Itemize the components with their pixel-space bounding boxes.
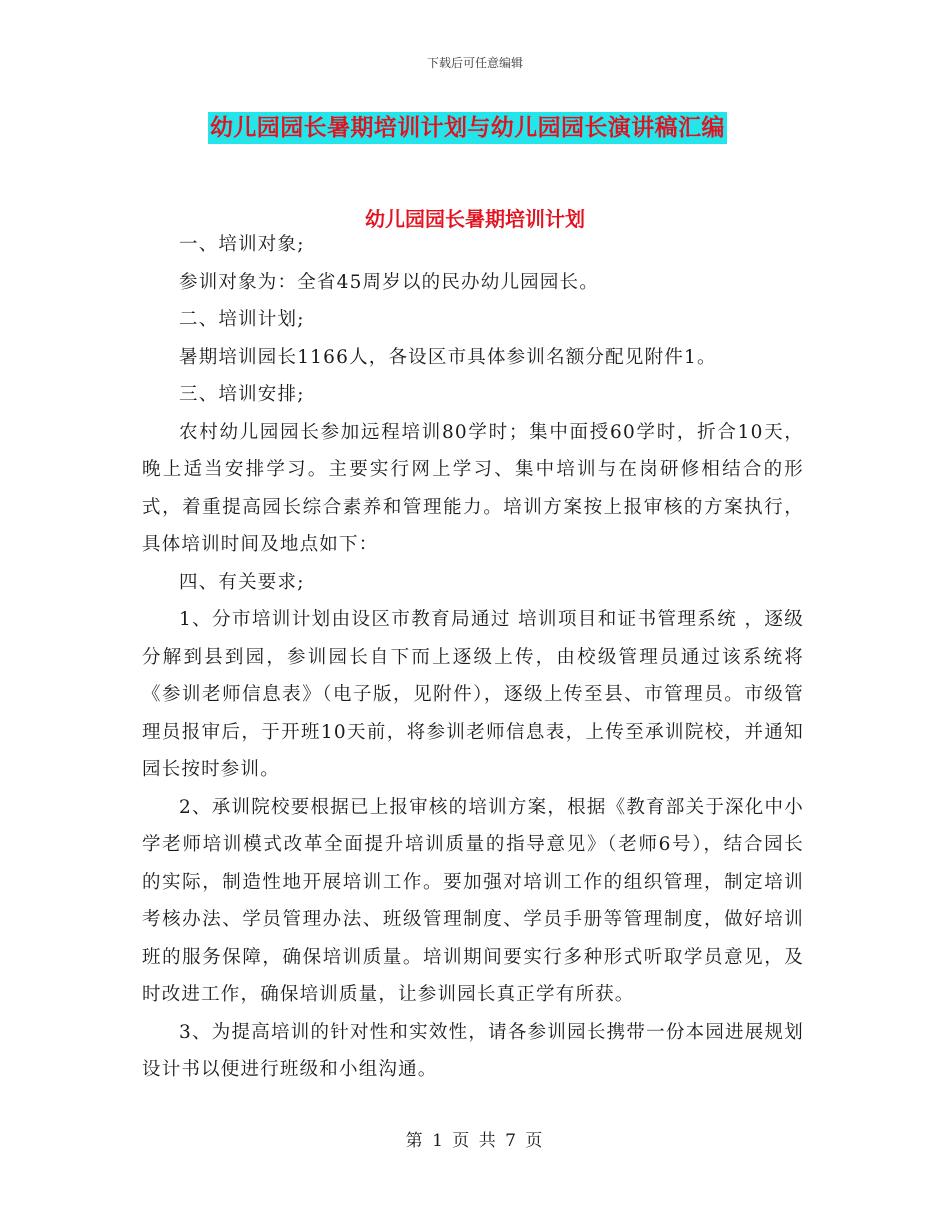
paragraph-heading-1: 一、培训对象; xyxy=(179,234,305,255)
paragraph: 2、承训院校要根据已上报审核的培训方案，根据《教育部关于深化中小学老师培训模式改革全面提升培训质量的指导意见》（老师6号），结合园长的实际，制造性地开展培训工作。要加强对培训工作的组织管理，制定培训考核办法、学员管理办法、班级管理制度、学员手册等管理制度，做好培训班的服务保障，确保培训质量。培训期间要实行多种形式听取学员意见，及时改进工作，确保培训质量，让参训园长真正学有所获。 xyxy=(142,796,804,1005)
paragraph: 3、为提高培训的针对性和实效性，请各参训园长携带一份本园进展规划设计书以便进行班级和小组沟通。 xyxy=(142,1021,804,1080)
paragraph: 参训对象为：全省45周岁以的民办幼儿园园长。 xyxy=(179,271,599,293)
paragraph-heading-4: 四、有关要求; xyxy=(179,571,305,593)
paragraph: 农村幼儿园园长参加远程培训80学时；集中面授60学时，折合10天，晚上适当安排学习。主要实行网上学习、集中培训与在岗研修相结合的形式，着重提高园长综合素养和管理能力。培训方案按上报审核的方案执行，具体培训时间及地点如下： xyxy=(142,421,804,555)
section-title: 幼儿园园长暑期培训计划 xyxy=(365,207,585,231)
paragraph-heading-3: 三、培训安排; xyxy=(179,384,305,405)
paragraph: 暑期培训园长1166人，各设区市具体参训名额分配见附件1。 xyxy=(179,346,717,368)
page-number-footer: 第 1 页 共 7 页 xyxy=(405,1131,545,1151)
document-main-title: 幼儿园园长暑期培训计划与幼儿园园长演讲稿汇编 xyxy=(208,112,727,144)
paragraph-heading-2: 二、培训计划; xyxy=(179,309,305,330)
paragraph: 1、分市培训计划由设区市教育局通过 培训项目和证书管理系统 ，逐级分解到县到园，参训园长自下而上逐级上传，由校级管理员通过该系统将《参训老师信息表》（电子版，见附件），逐级上传至县、市管理员。市级管理员报审后，于开班10天前，将参训老师信息表，上传至承训院校，并通知园长按时参训。 xyxy=(142,609,804,780)
document-body xyxy=(142,226,804,1089)
header-note: 下载后可任意编辑 xyxy=(426,56,523,70)
